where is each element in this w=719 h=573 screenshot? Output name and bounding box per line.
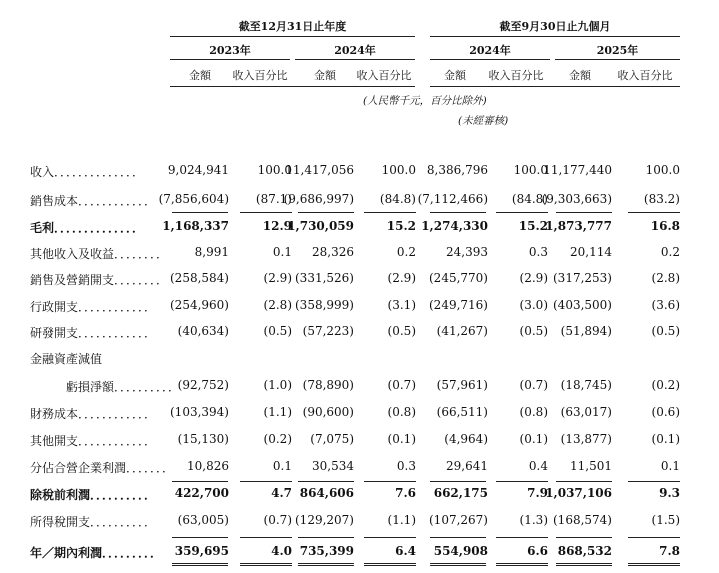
row-label-cost-of-sales: 銷售成本．．．．．．．．．．．．	[30, 194, 157, 208]
table-cell: 7.9	[527, 486, 548, 500]
table-cell: (84.8)	[379, 192, 416, 206]
net-rule-double	[628, 563, 680, 566]
row-label-impairment-heading: 金融資產減值	[30, 352, 103, 366]
table-cell: 6.6	[527, 544, 548, 558]
table-cell: (7,856,604)	[158, 192, 229, 206]
table-cell: (245,770)	[429, 271, 488, 285]
table-cell: (0.1)	[387, 432, 416, 446]
table-cell: (249,716)	[429, 298, 488, 312]
year-rule	[295, 59, 415, 60]
table-cell: (7,075)	[310, 432, 354, 446]
group-rule-full-year	[170, 36, 415, 37]
table-cell: 11,177,440	[543, 163, 612, 177]
table-cell: 1,037,106	[545, 486, 612, 500]
net-rule-top	[628, 537, 680, 538]
pbt-rule	[172, 481, 228, 482]
column-header-percent: 收入百分比	[356, 69, 412, 82]
subtotal-rule	[496, 212, 548, 213]
year-rule	[555, 59, 680, 60]
net-rule-double	[298, 563, 354, 566]
table-cell: (0.6)	[651, 405, 680, 419]
table-cell: 864,606	[299, 486, 354, 500]
column-header-amount: 金額	[189, 69, 211, 82]
table-cell: 662,175	[433, 486, 488, 500]
table-cell: 0.2	[660, 245, 680, 259]
column-header-percent: 收入百分比	[488, 69, 544, 82]
row-label-income-tax: 所得稅開支．．．．．．．．．．	[30, 515, 157, 529]
table-cell: (358,999)	[295, 298, 354, 312]
table-cell: 7.8	[659, 544, 680, 558]
table-cell: (0.1)	[651, 432, 680, 446]
row-label-gross-profit: 毛利．．．．．．．．．．．．．．	[30, 221, 145, 235]
table-cell: 8,991	[194, 245, 229, 259]
column-header-amount: 金額	[314, 69, 336, 82]
row-label-impairment-net: 虧損淨額．．．．．．．．．．	[66, 380, 181, 394]
table-cell: (1.3)	[519, 513, 548, 527]
table-cell: 100.0	[257, 163, 292, 177]
table-cell: (1.0)	[263, 378, 292, 392]
row-label-other-income: 其他收入及收益．．．．．．．．	[30, 247, 169, 261]
table-cell: (258,584)	[170, 271, 229, 285]
group-header-full-year: 截至12月31日止年度	[238, 20, 347, 33]
table-cell: (0.5)	[387, 324, 416, 338]
table-cell: (129,207)	[295, 513, 354, 527]
table-cell: (0.5)	[651, 324, 680, 338]
table-cell: (0.2)	[263, 432, 292, 446]
table-cell: (9,686,997)	[283, 192, 354, 206]
table-cell: (2.9)	[519, 271, 548, 285]
table-cell: (0.8)	[519, 405, 548, 419]
table-cell: 0.1	[660, 459, 680, 473]
table-cell: 6.4	[395, 544, 416, 558]
table-cell: 0.1	[272, 459, 292, 473]
table-cell: (41,267)	[436, 324, 488, 338]
net-rule-double	[172, 563, 228, 566]
table-cell: (13,877)	[560, 432, 612, 446]
row-label-selling-expenses: 銷售及營銷開支．．．．．．．．	[30, 273, 169, 287]
table-cell: (3.6)	[651, 298, 680, 312]
subtotal-rule	[556, 212, 612, 213]
subtotal-rule	[628, 212, 680, 213]
net-rule-top	[240, 537, 292, 538]
table-cell: 15.2	[518, 219, 548, 233]
subtotal-rule	[430, 212, 486, 213]
audit-note: (未經審核)	[458, 115, 509, 127]
net-rule-double	[364, 563, 416, 566]
table-cell: (2.9)	[387, 271, 416, 285]
table-cell: 0.4	[528, 459, 548, 473]
table-cell: (331,526)	[295, 271, 354, 285]
net-rule-top	[496, 537, 548, 538]
table-cell: 0.1	[272, 245, 292, 259]
net-rule-top	[298, 537, 354, 538]
table-cell: (1.1)	[387, 513, 416, 527]
table-cell: 554,908	[433, 544, 488, 558]
table-cell: (1.5)	[651, 513, 680, 527]
table-cell: (0.8)	[387, 405, 416, 419]
row-label-other-expenses: 其他開支．．．．．．．．．．．．	[30, 434, 157, 448]
table-cell: 100.0	[381, 163, 416, 177]
table-cell: 11,417,056	[285, 163, 354, 177]
net-rule-top	[430, 537, 486, 538]
pbt-rule	[430, 481, 486, 482]
row-label-jv-share: 分佔合營企業利潤．．．．．．．	[30, 461, 175, 475]
year-header: 2023年	[209, 44, 251, 57]
net-rule-double	[430, 563, 486, 566]
column-header-amount: 金額	[569, 69, 591, 82]
column-header-percent: 收入百分比	[617, 69, 673, 82]
year-header: 2024年	[469, 44, 511, 57]
table-cell: 1,274,330	[421, 219, 488, 233]
table-cell: 4.0	[271, 544, 292, 558]
subtotal-rule	[364, 212, 416, 213]
subtotal-rule	[240, 212, 292, 213]
group-header-nine-months: 截至9月30日止九個月	[499, 20, 611, 33]
table-cell: (3.1)	[387, 298, 416, 312]
table-cell: (9,303,663)	[541, 192, 612, 206]
table-cell: (51,894)	[560, 324, 612, 338]
table-cell: (92,752)	[177, 378, 229, 392]
table-cell: 8,386,796	[426, 163, 488, 177]
table-cell: (0.7)	[519, 378, 548, 392]
table-cell: 9,024,941	[167, 163, 229, 177]
table-cell: 1,730,059	[287, 219, 354, 233]
table-cell: (2.9)	[263, 271, 292, 285]
header-bottom-rule	[430, 86, 680, 87]
table-cell: 359,695	[174, 544, 229, 558]
row-label-revenue: 收入．．．．．．．．．．．．．．	[30, 165, 145, 179]
table-cell: 30,534	[312, 459, 354, 473]
net-rule-double	[496, 563, 548, 566]
subtotal-rule	[172, 212, 228, 213]
table-cell: 12.9	[262, 219, 292, 233]
table-cell: (0.7)	[387, 378, 416, 392]
pbt-rule	[364, 481, 416, 482]
table-cell: (63,005)	[177, 513, 229, 527]
table-cell: (84.8)	[511, 192, 548, 206]
table-cell: (0.7)	[263, 513, 292, 527]
pbt-rule	[240, 481, 292, 482]
table-cell: 1,873,777	[545, 219, 612, 233]
table-cell: (18,745)	[560, 378, 612, 392]
table-cell: (403,500)	[553, 298, 612, 312]
pbt-rule	[298, 481, 354, 482]
table-cell: 0.3	[528, 245, 548, 259]
table-cell: (3.0)	[519, 298, 548, 312]
unit-note: (人民幣千元，百分比除外)	[363, 95, 487, 107]
pbt-rule	[496, 481, 548, 482]
table-cell: 735,399	[299, 544, 354, 558]
table-cell: (168,574)	[553, 513, 612, 527]
pbt-rule	[556, 481, 612, 482]
table-cell: (107,267)	[429, 513, 488, 527]
table-cell: 9.3	[659, 486, 680, 500]
table-cell: 0.3	[396, 459, 416, 473]
table-cell: (90,600)	[302, 405, 354, 419]
table-cell: (2.8)	[263, 298, 292, 312]
table-cell: (57,961)	[436, 378, 488, 392]
table-cell: (57,223)	[302, 324, 354, 338]
table-cell: (15,130)	[177, 432, 229, 446]
year-header: 2025年	[596, 44, 639, 57]
table-cell: 868,532	[557, 544, 612, 558]
net-rule-double	[240, 563, 292, 566]
table-cell: (2.8)	[651, 271, 680, 285]
table-cell: 100.0	[513, 163, 548, 177]
net-rule-top	[364, 537, 416, 538]
table-cell: 11,501	[570, 459, 612, 473]
table-cell: (0.5)	[519, 324, 548, 338]
table-cell: (254,960)	[170, 298, 229, 312]
net-rule-top	[556, 537, 612, 538]
table-cell: 10,826	[187, 459, 229, 473]
pbt-rule	[628, 481, 680, 482]
table-cell: 422,700	[174, 486, 229, 500]
table-cell: (7,112,466)	[417, 192, 488, 206]
table-cell: 24,393	[446, 245, 488, 259]
table-cell: (40,634)	[177, 324, 229, 338]
table-cell: 7.6	[395, 486, 416, 500]
table-cell: 28,326	[312, 245, 354, 259]
table-cell: (0.2)	[651, 378, 680, 392]
table-cell: (1.1)	[263, 405, 292, 419]
table-cell: (66,511)	[436, 405, 488, 419]
year-rule	[430, 59, 550, 60]
table-cell: (0.1)	[519, 432, 548, 446]
column-header-amount: 金額	[444, 69, 466, 82]
table-cell: (83.2)	[643, 192, 680, 206]
table-cell: 29,641	[446, 459, 488, 473]
year-header: 2024年	[334, 44, 376, 57]
row-label-net-profit: 年／期內利潤．．．．．．．．．	[30, 546, 163, 560]
header-bottom-rule	[170, 86, 415, 87]
table-cell: (63,017)	[560, 405, 612, 419]
table-cell: (103,394)	[170, 405, 229, 419]
subtotal-rule	[298, 212, 354, 213]
table-cell: (4,964)	[444, 432, 488, 446]
table-cell: 4.7	[271, 486, 292, 500]
table-cell: 100.0	[645, 163, 680, 177]
year-rule	[170, 59, 290, 60]
row-label-finance-costs: 財務成本．．．．．．．．．．．．	[30, 407, 157, 421]
table-cell: (78,890)	[302, 378, 354, 392]
table-cell: 0.2	[396, 245, 416, 259]
column-header-percent: 收入百分比	[232, 69, 288, 82]
table-cell: (317,253)	[553, 271, 612, 285]
row-label-admin-expenses: 行政開支．．．．．．．．．．．．	[30, 300, 157, 314]
table-cell: (87.1)	[255, 192, 292, 206]
table-cell: 16.8	[650, 219, 680, 233]
table-cell: 20,114	[570, 245, 612, 259]
net-rule-top	[172, 537, 228, 538]
table-cell: (0.5)	[263, 324, 292, 338]
table-cell: 15.2	[386, 219, 416, 233]
table-cell: 1,168,337	[162, 219, 229, 233]
row-label-profit-before-tax: 除稅前利潤．．．．．．．．．．	[30, 488, 157, 502]
group-rule-nine-months	[430, 36, 680, 37]
row-label-rd-expenses: 研發開支．．．．．．．．．．．．	[30, 326, 157, 340]
net-rule-double	[556, 563, 612, 566]
